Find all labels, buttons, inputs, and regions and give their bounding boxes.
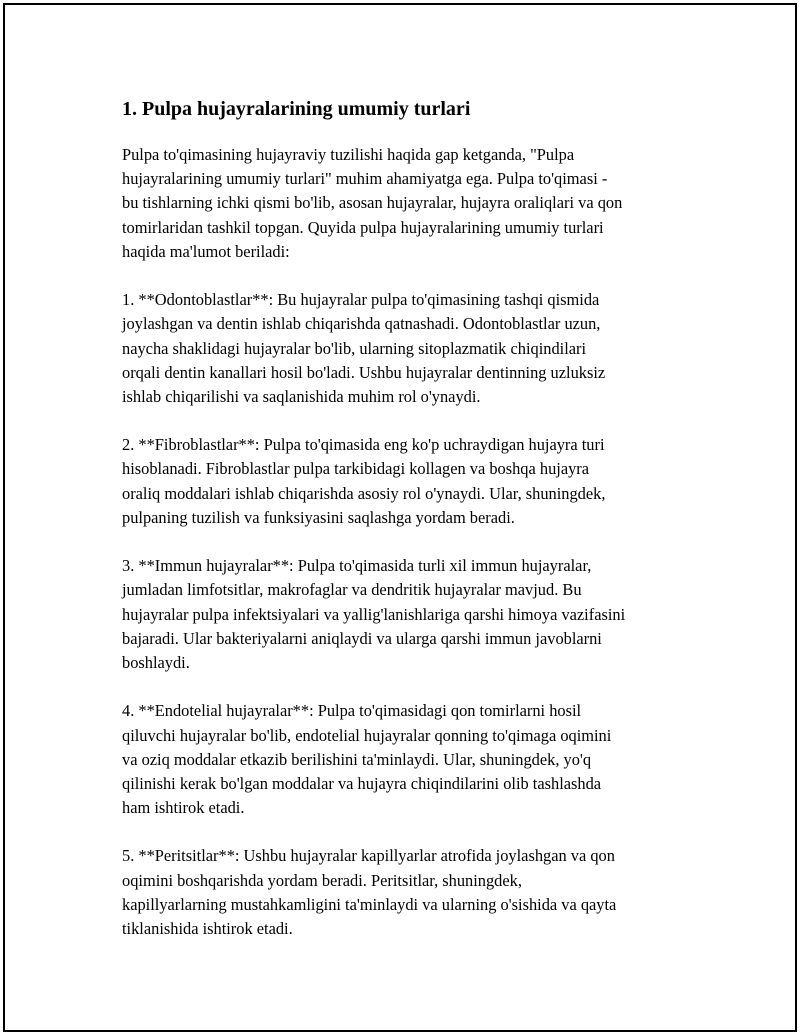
paragraph-line: boshlaydi. bbox=[122, 652, 190, 672]
paragraph-line: 1. **Odontoblastlar**: Bu hujayralar pulpa to'qimasining tashqi qismida bbox=[122, 290, 600, 310]
paragraph-line: joylashgan va dentin ishlab chiqarishda qatnashadi. Odontoblastlar uzun, bbox=[122, 314, 601, 334]
paragraph bbox=[122, 554, 707, 675]
paragraph-line: tomirlaridan tashkil topgan. Quyida pulpa hujayralarining umumiy turlari bbox=[122, 217, 604, 237]
paragraph-line: qiluvchi hujayralar bo'lib, endotelial hujayralar qonning to'qimaga oqimini bbox=[122, 725, 612, 745]
paragraph-line: 4. **Endotelial hujayralar**: Pulpa to'qimasidagi qon tomirlarni hosil bbox=[122, 701, 582, 721]
paragraph-line: naycha shaklidagi hujayralar bo'lib, ularning sitoplazmatik chiqindilari bbox=[122, 338, 587, 358]
paragraph bbox=[122, 699, 707, 820]
page-frame bbox=[3, 3, 797, 1032]
paragraph bbox=[122, 288, 707, 409]
paragraph-line: Pulpa to'qimasining hujayraviy tuzilishi haqida gap ketganda, "Pulpa bbox=[122, 145, 575, 164]
paragraph-line: haqida ma'lumot beriladi: bbox=[122, 241, 290, 261]
document-heading: 1. Pulpa hujayralarining umumiy turlari bbox=[122, 98, 471, 120]
paragraph-line: hujayralarining umumiy turlari" muhim ahamiyatga ega. Pulpa to'qimasi - bbox=[122, 169, 608, 189]
paragraph-line: va oziq moddalar etkazib berilishini ta'minlaydi. Ular, shuningdek, yo'q bbox=[122, 749, 592, 769]
paragraph-line: 5. **Peritsitlar**: Ushbu hujayralar kapillyarlar atrofida joylashgan va qon bbox=[122, 846, 615, 866]
paragraph-line: hisoblanadi. Fibroblastlar pulpa tarkibidagi kollagen va boshqa hujayra bbox=[122, 459, 590, 479]
paragraph-line: hujayralar pulpa infektsiyalari va yallig'lanishlariga qarshi himoya vazifasini bbox=[122, 604, 626, 624]
paragraph-line: oqimini boshqarishda yordam beradi. Peritsitlar, shuningdek, bbox=[122, 870, 522, 890]
paragraph-line: 2. **Fibroblastlar**: Pulpa to'qimasida eng ko'p uchraydigan hujayra turi bbox=[122, 435, 605, 455]
paragraph-line: bu tishlarning ichki qismi bo'lib, asosan hujayralar, hujayra oraliqlari va qon bbox=[122, 193, 623, 213]
paragraph-line: orqali dentin kanallari hosil bo'ladi. Ushbu hujayralar dentinning uzluksiz bbox=[122, 362, 606, 382]
paragraph-line: ishlab chiqarilishi va saqlanishida muhim rol o'ynaydi. bbox=[122, 386, 481, 406]
paragraph-line: 3. **Immun hujayralar**: Pulpa to'qimasida turli xil immun hujayralar, bbox=[122, 556, 592, 576]
document-body bbox=[122, 95, 707, 965]
paragraph-list bbox=[122, 143, 707, 941]
paragraph-line: pulpaning tuzilish va funksiyasini saqlashga yordam beradi. bbox=[122, 507, 515, 527]
paragraph-line: bajaradi. Ular bakteriyalarni aniqlaydi va ularga qarshi immun javoblarni bbox=[122, 628, 602, 648]
paragraph-line: jumladan limfotsitlar, makrofaglar va dendritik hujayralar mavjud. Bu bbox=[122, 580, 582, 600]
paragraph bbox=[122, 143, 707, 264]
paragraph-line: kapillyarlarning mustahkamligini ta'minlaydi va ularning o'sishida va qayta bbox=[122, 894, 617, 914]
paragraph-line: ham ishtirok etadi. bbox=[122, 798, 245, 818]
paragraph-line: tiklanishida ishtirok etadi. bbox=[122, 919, 293, 938]
paragraph-line: oraliq moddalari ishlab chiqarishda asosiy rol o'ynaydi. Ular, shuningdek, bbox=[122, 483, 606, 503]
paragraph-line: qilinishi kerak bo'lgan moddalar va hujayra chiqindilarini olib tashlashda bbox=[122, 773, 602, 793]
paragraph bbox=[122, 433, 707, 530]
paragraph bbox=[122, 844, 707, 941]
